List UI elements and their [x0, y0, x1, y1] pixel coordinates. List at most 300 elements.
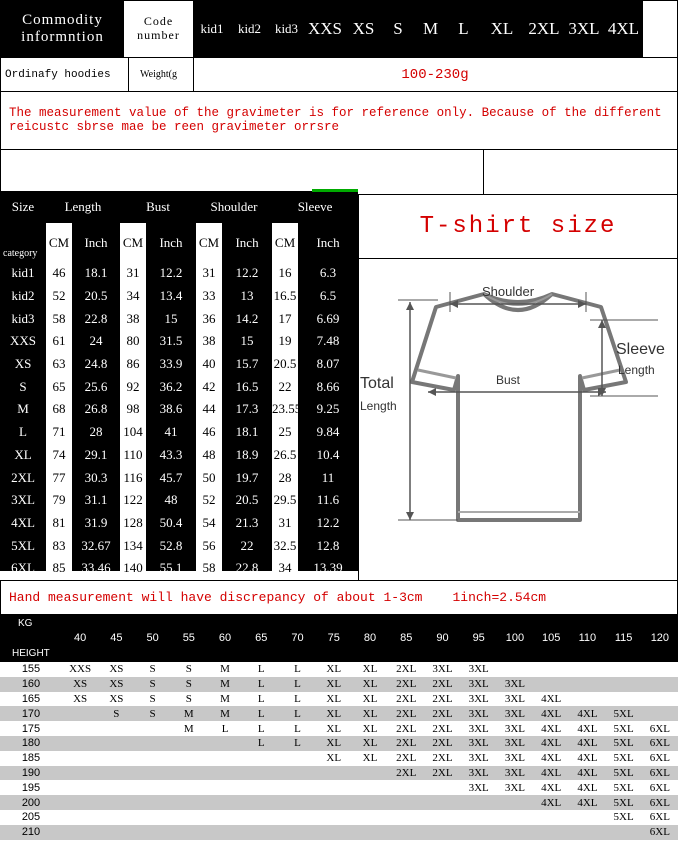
size-cell: 33.9 [159, 356, 183, 372]
size-recommendation: 2XL [396, 663, 417, 676]
size-recommendation: XL [316, 706, 352, 721]
size-header-kid2: kid2 [231, 1, 269, 57]
size-recommendation: 6XL [649, 752, 670, 765]
inch-conversion: 1inch=2.54cm [452, 590, 547, 605]
kg-label: KG [18, 618, 33, 629]
gravimeter-note [0, 92, 678, 150]
size-recommendation: 3XL [432, 663, 453, 676]
size-recommendation [352, 780, 388, 795]
size-recommendation [62, 766, 98, 781]
weight-header: 95 [461, 614, 497, 662]
size-cell: 63 [46, 353, 72, 376]
size-recommendation: XS [62, 677, 98, 692]
size-recommendation: S [134, 706, 170, 721]
size-cell: 50 [196, 466, 222, 489]
size-recommendation: 6XL [649, 811, 670, 824]
size-cell: 23.55 [272, 398, 298, 421]
size-cell: 38.6 [159, 401, 183, 417]
size-cell: 6.5 [319, 288, 337, 304]
size-header-l: L [447, 1, 481, 57]
size-recommendation: 3XL [504, 781, 526, 794]
size-cell: 9.84 [316, 424, 340, 440]
size-recommendation: 2XL [396, 722, 417, 735]
size-cell: 13.4 [159, 288, 183, 304]
height-value: 210 [0, 825, 62, 840]
height-value: 195 [21, 781, 41, 794]
size-header-xl: XL [480, 1, 525, 57]
total-arrow-top [406, 302, 414, 310]
size-cell: 43.3 [159, 446, 183, 462]
group-sleeve: Sleeve [297, 199, 333, 214]
size-recommendation: S [98, 706, 134, 721]
size-recommendation [642, 706, 678, 721]
size-recommendation [533, 662, 569, 677]
size-recommendation [497, 662, 533, 677]
size-cell: 11 [321, 469, 335, 485]
size-recommendation [279, 825, 315, 840]
size-recommendation: 4XL [541, 781, 562, 794]
row-size-label: 4XL [11, 514, 35, 530]
size-recommendation: 6XL [642, 795, 678, 810]
size-recommendation [98, 810, 134, 825]
size-recommendation [243, 825, 279, 840]
size-recommendation [569, 810, 605, 825]
hw-row [0, 795, 678, 810]
size-recommendation: 4XL [577, 752, 598, 765]
size-recommendation: 2XL [388, 706, 424, 721]
size-cell: 110 [120, 444, 146, 467]
size-recommendation: S [185, 692, 192, 705]
size-cell: 104 [120, 421, 146, 444]
height-value: 160 [0, 677, 62, 692]
row-size-label: L [19, 424, 27, 440]
size-recommendation: 5XL [606, 766, 642, 781]
size-recommendation [388, 825, 424, 840]
row-size-label: 2XL [11, 469, 35, 485]
size-recommendation [62, 780, 98, 795]
size-cell: 128 [120, 512, 146, 535]
size-recommendation: S [134, 677, 170, 692]
size-cell: 6.3 [319, 265, 337, 281]
row-size-label: 5XL [11, 537, 35, 553]
size-recommendation [461, 810, 497, 825]
size-recommendation: L [257, 722, 265, 735]
size-recommendation: L [294, 663, 301, 676]
size-recommendation [134, 751, 170, 766]
size-row [0, 285, 358, 308]
size-recommendation: 3XL [461, 706, 497, 721]
note-line1: The measurement value of the gravimeter is for reference only. Because of the different [9, 106, 662, 120]
size-cell: 86 [120, 353, 146, 376]
row-size-label: XXS [9, 333, 36, 349]
size-recommendation [62, 825, 98, 840]
size-recommendation: L [257, 663, 265, 676]
weight-header: 110 [569, 614, 605, 662]
size-cell: 22.8 [235, 560, 259, 576]
size-recommendation: 4XL [533, 795, 569, 810]
row-size-label: M [17, 401, 29, 417]
size-row [0, 262, 358, 285]
size-cell: 71 [46, 421, 72, 444]
weight-header: 100 [497, 614, 533, 662]
size-recommendation: M [207, 677, 243, 692]
size-cell: 92 [120, 375, 146, 398]
size-recommendation [316, 795, 352, 810]
size-cell: 8.66 [316, 378, 340, 394]
size-cell: 80 [120, 330, 146, 353]
size-recommendation: 4XL [569, 736, 605, 751]
size-cell: 17.3 [235, 401, 259, 417]
size-cell: 18.1 [84, 265, 108, 281]
size-cell: 79 [46, 489, 72, 512]
size-recommendation: 4XL [569, 706, 605, 721]
size-recommendation: 5XL [613, 752, 634, 765]
size-cell: 34 [120, 285, 146, 308]
size-recommendation [62, 706, 98, 721]
size-cell: 28 [272, 466, 298, 489]
size-recommendation: 5XL [613, 781, 634, 794]
size-cell: 6.69 [316, 310, 340, 326]
size-cell: 19.7 [235, 469, 259, 485]
size-recommendation: 6XL [649, 781, 670, 794]
size-recommendation [388, 810, 424, 825]
size-recommendation [461, 825, 497, 840]
size-recommendation: XS [109, 692, 124, 705]
size-recommendation: L [243, 736, 279, 751]
size-cell: 20.5 [84, 288, 108, 304]
size-recommendation: 2XL [396, 752, 417, 765]
weight-header: 105 [533, 614, 569, 662]
bust-arrow-left [428, 388, 436, 396]
row-size-label: kid1 [11, 265, 35, 281]
size-recommendation [642, 677, 678, 692]
height-value: 175 [21, 722, 41, 735]
size-recommendation [98, 721, 134, 736]
size-recommendation: 2XL [388, 677, 424, 692]
size-recommendation [207, 795, 243, 810]
size-cell: 36.2 [159, 378, 183, 394]
size-recommendation [207, 810, 243, 825]
size-cell: 46 [46, 262, 72, 285]
size-cell: 31.1 [84, 492, 108, 508]
size-recommendation: XL [352, 677, 388, 692]
weight-header: 40 [62, 614, 98, 662]
row-size-label: 6XL [11, 560, 35, 576]
size-cell: 17 [272, 307, 298, 330]
size-recommendation [533, 825, 569, 840]
size-col-label: Size [11, 199, 35, 214]
size-cell: 10.4 [316, 446, 340, 462]
size-recommendation [171, 751, 207, 766]
total-length-label: Length [360, 399, 397, 413]
size-cell: 140 [120, 557, 146, 580]
size-cell: 41 [164, 424, 178, 440]
height-value: 180 [0, 736, 62, 751]
size-recommendation: L [279, 706, 315, 721]
weight-header: 70 [279, 614, 315, 662]
size-recommendation [533, 810, 569, 825]
size-recommendation: L [257, 692, 265, 705]
hw-row [0, 810, 678, 825]
size-cell: 15.7 [235, 356, 259, 372]
size-recommendation [606, 662, 642, 677]
size-header-xxs: XXS [305, 1, 346, 57]
weight-header: 60 [207, 614, 243, 662]
size-cell: 31 [196, 262, 222, 285]
size-recommendation: XS [109, 663, 124, 676]
size-cell: 85 [46, 557, 72, 580]
size-cell: 13.39 [313, 560, 343, 576]
size-recommendation: XL [362, 663, 378, 676]
size-recommendation [424, 780, 460, 795]
size-cell: 58 [46, 307, 72, 330]
product-row [0, 58, 678, 92]
size-recommendation: XL [352, 736, 388, 751]
size-recommendation: S [149, 663, 156, 676]
size-header-row [0, 0, 678, 58]
size-cell: 65 [46, 375, 72, 398]
size-recommendation: XL [362, 692, 378, 705]
size-cell: 12.2 [159, 265, 183, 281]
unit-inch: Inch [235, 234, 259, 250]
size-recommendation: 4XL [577, 722, 598, 735]
hw-row [0, 766, 678, 781]
size-row [0, 330, 358, 353]
size-cell: 55.1 [159, 560, 183, 576]
size-recommendation: M [220, 663, 230, 676]
size-recommendation: M [171, 706, 207, 721]
height-weight-table [0, 614, 678, 851]
size-cell: 77 [46, 466, 72, 489]
hw-row [0, 692, 678, 707]
size-header-s: S [382, 1, 415, 57]
size-recommendation: XL [316, 736, 352, 751]
size-cell: 52 [46, 285, 72, 308]
height-value: 190 [0, 766, 62, 781]
size-recommendation [62, 736, 98, 751]
size-cell: 31.9 [84, 514, 108, 530]
size-recommendation: XL [352, 706, 388, 721]
size-recommendation [497, 795, 533, 810]
code-number-label [124, 1, 194, 57]
size-recommendation: 5XL [606, 736, 642, 751]
size-recommendation: 2XL [396, 692, 417, 705]
size-recommendation: XL [326, 722, 342, 735]
size-recommendation: 2XL [432, 692, 453, 705]
size-cell: 45.7 [159, 469, 183, 485]
size-recommendation [279, 795, 315, 810]
size-cell: 22.8 [84, 310, 108, 326]
size-cell: 83 [46, 534, 72, 557]
size-cell: 16 [272, 262, 298, 285]
size-recommendation: L [243, 706, 279, 721]
unit-cm: CM [120, 223, 146, 262]
row-size-label: kid2 [11, 288, 35, 304]
size-recommendation [388, 795, 424, 810]
size-cell: 68 [46, 398, 72, 421]
weight-header: 55 [171, 614, 207, 662]
size-cell: 48 [196, 444, 222, 467]
size-row [0, 444, 358, 467]
size-recommendation [134, 766, 170, 781]
row-size-label: XS [14, 356, 32, 372]
size-recommendation: 2XL [432, 722, 453, 735]
size-cell: 14.2 [235, 310, 259, 326]
size-recommendation: 6XL [642, 766, 678, 781]
size-recommendation [207, 780, 243, 795]
size-cell: 20.5 [272, 353, 298, 376]
size-recommendation: L [294, 722, 301, 735]
size-cell: 40 [196, 353, 222, 376]
size-recommendation: 3XL [468, 663, 489, 676]
weight-header: 75 [316, 614, 352, 662]
size-cell: 32.5 [272, 534, 298, 557]
size-recommendation [316, 825, 352, 840]
size-recommendation: 4XL [541, 722, 562, 735]
unit-cm: CM [272, 223, 298, 262]
size-recommendation: 5XL [606, 706, 642, 721]
size-recommendation [424, 795, 460, 810]
size-recommendation: 3XL [504, 752, 526, 765]
hw-row [0, 736, 678, 751]
size-recommendation [606, 692, 642, 707]
size-recommendation: 2XL [388, 766, 424, 781]
size-recommendation [243, 751, 279, 766]
size-recommendation: 4XL [533, 736, 569, 751]
size-recommendation: 2XL [432, 752, 453, 765]
code-label-line1: Code [143, 14, 174, 29]
size-cell: 36 [196, 307, 222, 330]
size-cell: 44 [196, 398, 222, 421]
size-cell: 38 [120, 307, 146, 330]
size-cell: 12.2 [235, 265, 259, 281]
size-cell: 24.8 [84, 356, 108, 372]
size-row [0, 375, 358, 398]
size-cell: 31.5 [159, 333, 183, 349]
size-recommendation: 3XL [504, 722, 526, 735]
size-cell: 48 [164, 492, 178, 508]
size-cell: 98 [120, 398, 146, 421]
size-recommendation: 3XL [468, 781, 489, 794]
size-recommendation [279, 780, 315, 795]
size-recommendation: 4XL [569, 795, 605, 810]
size-recommendation [98, 736, 134, 751]
group-shoulder: Shoulder [210, 199, 258, 214]
size-recommendation: XL [362, 752, 378, 765]
size-recommendation [316, 810, 352, 825]
size-recommendation: XL [316, 677, 352, 692]
row-size-label: kid3 [11, 310, 35, 326]
size-cell: 46 [196, 421, 222, 444]
green-marker [312, 189, 358, 192]
tshirt-diagram [358, 262, 678, 562]
size-recommendation: 2XL [424, 677, 460, 692]
size-recommendation [569, 677, 605, 692]
size-cell: 38 [196, 330, 222, 353]
size-recommendation [642, 662, 678, 677]
size-recommendation: 2XL [424, 736, 460, 751]
size-recommendation [569, 662, 605, 677]
size-cell: 16.5 [235, 378, 259, 394]
size-recommendation [424, 810, 460, 825]
size-recommendation: 3XL [468, 692, 489, 705]
size-row [0, 307, 358, 330]
size-row [0, 466, 358, 489]
hw-row [0, 751, 678, 766]
size-recommendation [569, 825, 605, 840]
size-row [0, 534, 358, 557]
size-recommendation: 4XL [541, 752, 562, 765]
size-recommendation: 4XL [577, 781, 598, 794]
size-cell: 15 [240, 333, 254, 349]
size-cell: 74 [46, 444, 72, 467]
size-recommendation [642, 692, 678, 707]
size-recommendation: M [183, 722, 194, 735]
commodity-label-line2: informntion [21, 29, 104, 45]
size-cell: 56 [196, 534, 222, 557]
size-recommendation: XS [98, 677, 134, 692]
size-recommendation: M [207, 706, 243, 721]
size-cell: 81 [46, 512, 72, 535]
size-recommendation [62, 810, 98, 825]
sleeve-label: Sleeve [616, 341, 665, 358]
total-arrow-bottom [406, 512, 414, 520]
size-cell: 52 [196, 489, 222, 512]
weight-label: Weight(g [124, 58, 194, 91]
size-recommendation [243, 780, 279, 795]
size-recommendation [497, 810, 533, 825]
size-cell: 11.6 [316, 492, 340, 508]
size-recommendation [171, 795, 207, 810]
height-value: 165 [21, 692, 41, 705]
size-recommendation [207, 825, 243, 840]
unit-inch: Inch [316, 234, 340, 250]
size-cell: 16.5 [272, 285, 298, 308]
size-cell: 52.8 [159, 537, 183, 553]
group-bust: Bust [146, 199, 170, 214]
size-cell: 26.5 [272, 444, 298, 467]
size-recommendation: S [171, 677, 207, 692]
size-recommendation [207, 736, 243, 751]
weight-header: 90 [424, 614, 460, 662]
size-cell: 15 [164, 310, 178, 326]
size-cell: 42 [196, 375, 222, 398]
size-row [0, 489, 358, 512]
weight-header: 115 [606, 614, 642, 662]
size-recommendation [134, 780, 170, 795]
size-recommendation: 5XL [613, 811, 634, 824]
size-recommendation: 6XL [649, 722, 670, 735]
size-recommendation [171, 766, 207, 781]
size-recommendation [352, 766, 388, 781]
size-cell: 24 [89, 333, 103, 349]
size-cell: 31 [272, 512, 298, 535]
size-header-kid1: kid1 [193, 1, 232, 57]
size-cell: 31 [120, 262, 146, 285]
weight-header: 120 [642, 614, 678, 662]
weight-header: 45 [98, 614, 134, 662]
weight-header: 65 [243, 614, 279, 662]
unit-cm: CM [46, 223, 72, 262]
size-recommendation [279, 810, 315, 825]
size-cell: 26.8 [84, 401, 108, 417]
weight-header: 80 [352, 614, 388, 662]
total-label: Total [360, 375, 394, 392]
size-recommendation [352, 810, 388, 825]
size-recommendation [352, 825, 388, 840]
height-value: 200 [0, 795, 62, 810]
hw-row [0, 677, 678, 692]
